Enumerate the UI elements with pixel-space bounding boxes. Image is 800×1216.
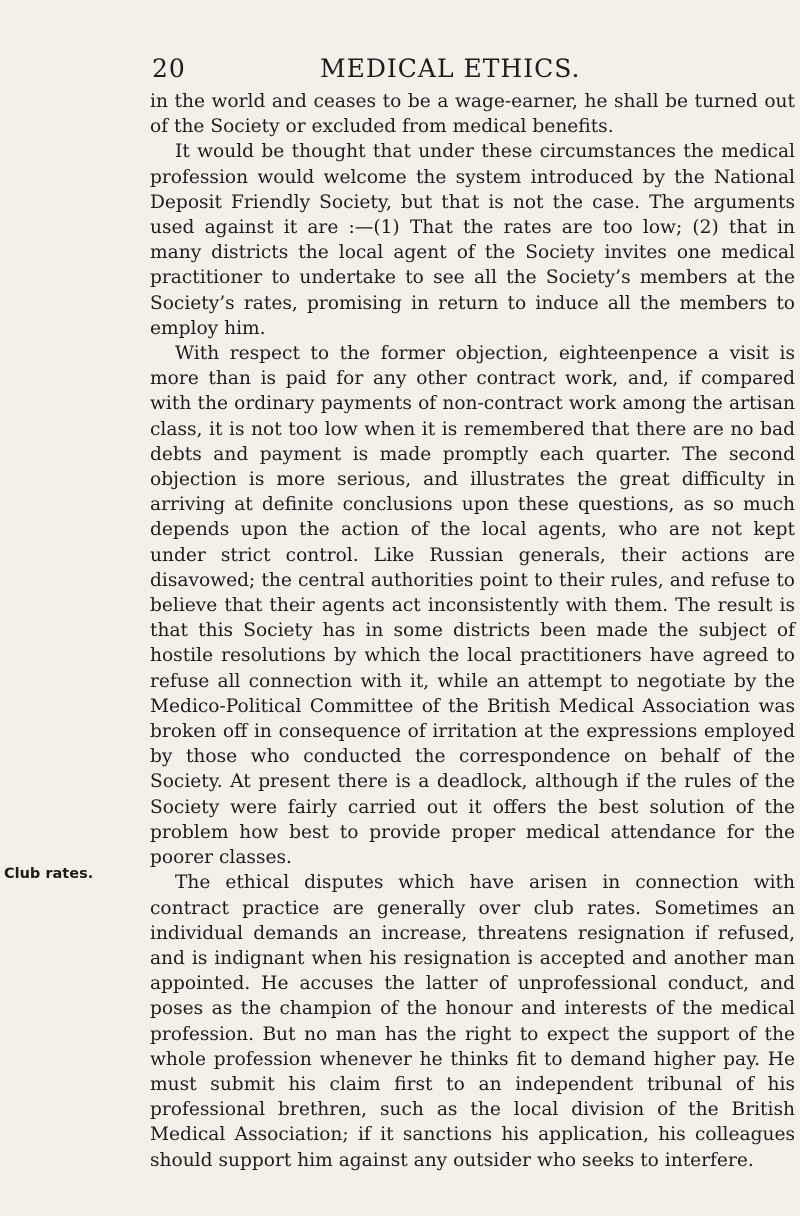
page-header [0, 50, 800, 86]
margin-note: Club rates. [4, 866, 94, 882]
running-title: MEDICAL ETHICS. [320, 54, 581, 83]
paragraph: It would be thought that under these circumstances the medical profession would welcome the system introduced by the National Deposit Friendly Society, but that is not the case. The arguments used against it are :—(1) That the rates are too low; (2) that in many districts the local agent of the Society invites one medical practitioner to undertake to see all the Society’s members at the Society’s rates, promising in return to induce all the members to employ him. [150, 141, 795, 339]
paragraph: The ethical disputes which have arisen in connection with contract practice are generally over club rates. Sometimes an individual demands an increase, threatens resignation if refused, and is indignant when his resignation is accepted and another man appointed. He accuses the latter of unprofessional conduct, and poses as the champion of the honour and interests of the medical profession. But no man has the right to expect the support of the whole profession whenever he thinks fit to demand higher pay. He must submit his claim first to an independent tribunal of his professional brethren, such as the local division of the British Medical Association; if it sanctions his application, his colleagues should support him against any outsider who seeks to interfere. [150, 872, 795, 1171]
paragraph: With respect to the former objection, eighteenpence a visit is more than is paid for any other contract work, and, if compared with the ordinary payments of non-contract work among the artisan class, it is not too low when it is remembered that there are no bad debts and payment is made promptly each quarter. The second objection is more serious, and illustrates the great difficulty in arriving at definite conclusions upon these questions, as so much depends upon the action of the local agents, who are not kept under strict control. Like Russian generals, their actions are disavowed; the central authorities point to their rules, and refuse to believe that their agents act inconsistently with them. The result is that this Society has in some districts been made the subject of hostile resolutions by which the local practitioners have agreed to refuse all connection with it, while an attempt to negotiate by the Medico-Political Committee of the British Medical Association was broken off in consequence of irritation at the expressions employed by those who conducted the correspondence on behalf of the Society. At present there is a deadlock, although if the rules of the Society were fairly carried out it offers the best solution of the problem how best to provide proper medical attendance for the poorer classes. [150, 343, 795, 869]
page-number: 20 [152, 54, 186, 83]
body-text [150, 89, 795, 1173]
paragraph: in the world and ceases to be a wage-earner, he shall be turned out of the Society or excluded from medical benefits. [150, 91, 795, 138]
